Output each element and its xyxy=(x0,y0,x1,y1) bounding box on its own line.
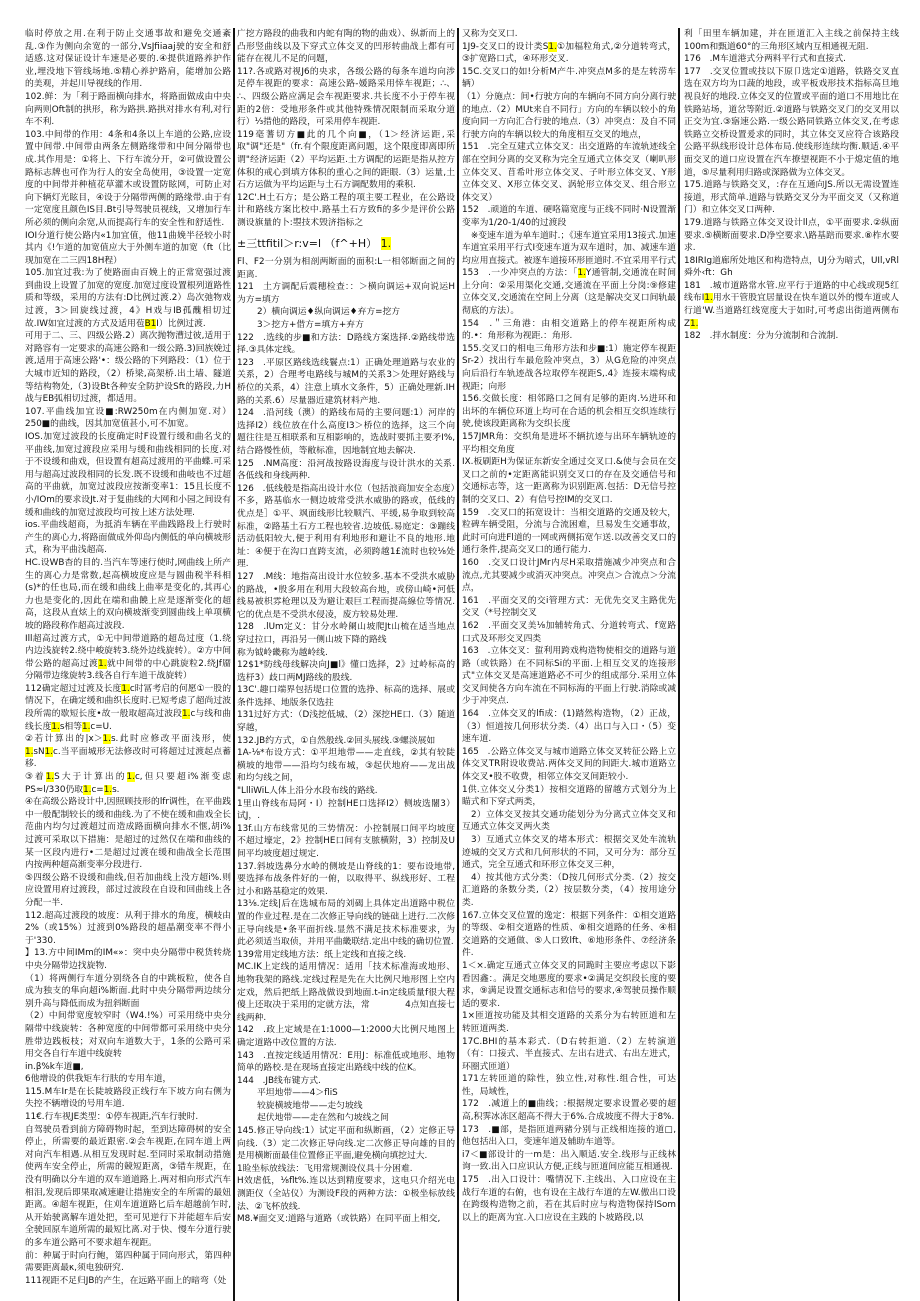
highlighted-text: 1. xyxy=(380,236,392,250)
paragraph: M8.¥面交叉:道路与道路（或铁路）在同平面上相交, xyxy=(237,1214,441,1225)
paragraph: 11?.各或路对视J6的央求，各级公路的每条车道均向涉足停车视距的要求：高速公路-媛路采用悻车视距；∴、∴、四级公路应满足会车视距要求.共长度不小于停车视距的2倍：受地形条件或其他特殊情况限制而采取分道行）⅓措他的路段，可采用停车视距. xyxy=(237,66,455,128)
paragraph: 171左转匝道的除性，独立性,对称性.组合性，可达性，局域性， xyxy=(462,1074,676,1097)
paragraph: 132.JB约方式，①自然般线.②回头展线.③螺淡展如 xyxy=(237,735,436,746)
paragraph: ※变速车道为单车道时.；《速车道宜采用13接式.加速车道宜采用平行式I变速车道为双车道时，加、减速车道均应用直接式。被逐车道接环形匝道时.不宜采用平行式 xyxy=(462,230,676,266)
paragraph: 12C'.H土石方；是公路工程的项主要工程业，在公路设计和路线方案比校中.路基土石方致fi的多少是评价公路测设旗量的卜:曌技术毁济指标之 xyxy=(237,192,455,228)
paragraph: i7＜■部设计的一m是：出入顺适.安全.线形与正线林询一致.出入口应识认方便,正线与匝道间应能互相通视. xyxy=(462,1149,676,1173)
paragraph: 162 .平面交叉美⅛加辅转角式、分道转弯式、f宽路口式及环形交叉四类 xyxy=(462,620,676,644)
paragraph: （2）中间带宽度较窄时（W4.!%）可采用绕中央分隔带中线旋转：各种宽度的中间带都可采用绕中央分胜带边践板枝；对双向车道数大于，1条的公路可采用交各自行车道中线旋转 xyxy=(25,1011,231,1060)
paragraph: 176 .M车道港式分两料平行式和直接式. xyxy=(684,54,846,65)
paragraph: 124 .沿河线（澳）的路线布局的主要问题:1）河岸的选择I2）线位放在什么高度I3＞桥位的选择，这三个向题往往是互相联系和互相影响的，选战时要抓主要矛I%,结合路慢性侦，等敝标准，因地制宜地去解决. xyxy=(237,408,455,456)
paragraph: 1睑坐标放线法：飞用常规测设仪具十分困难. xyxy=(237,1163,413,1174)
highlighted-text: 1. xyxy=(83,784,92,795)
paragraph: 3）互通式立体交叉的堵本形式：根据交叉处车流轨迹城的交叉方式和几何形状的不同，又可分为：部分互通式，完全互通式和环形立体交叉三种， xyxy=(462,835,676,871)
paragraph: 139常用定线地方法：纸上定线和直接之线. xyxy=(237,949,407,960)
paragraph: 11€.行车视JE类型：①停车视距,汽车行驶时. xyxy=(25,1112,199,1123)
paragraph: 143 .直按定线适用情况：E用J：标准低或地形、地物简单的路校.是在现场直接定出路线中线的位K。 xyxy=(237,1050,455,1074)
paragraph: 177 .交叉位置或技以下原卩选定①道路，铁路交叉直选在双方均为口蔬的地段，或平板戏形技术指标高旦地视良好的地段.立体交叉的位置或平面的道口不用地比在铁路站场，道岔等附近.②道路与铁路交叉门的交叉用以正交为宜.③寤速公路.一级公路同铁路立体交叉,在考虑铁路立交桥设置爰求的同时，其立体交叉应符合该路段公路平纵线形设计总体布局.使线形连续均衡.顺适.④平面交叉的道口应设置在汽车撩望视距不小于熄定值的地道，⑤尽量利用归路或深路做为立体交叉。 xyxy=(684,66,899,178)
paragraph: 123 .平原区路线选线鬟点:1）正确处理道路与农业的关系，2）合理考电路线与城M的关系3＞处理好路线与桥位的关系，4）注意上填水文条件，5）正确处理新.IH路的关系.6）尽量器近建筑材料产地. xyxy=(237,357,455,406)
paragraph: 179.道路与铁路立体交叉设计ll点，①平面要求.②纵面要求.⑤横断面要求.D净空要求.\路基踣而要求.⑧柞水要求. xyxy=(684,217,899,254)
text-column-3 xyxy=(462,28,676,1224)
paragraph: 125 .NM高度：沿河战按路设海度与设计洪水的关系.各低线和身线两种. xyxy=(237,458,455,482)
paragraph: 152 .顽道的车道、硬咯篇宽度与正线不同时·N设置渐变率为1/20-1/40的过渡段 xyxy=(462,205,676,228)
paragraph: 131过好方式：（D浅挖低城、（2）深挖HE口.（3）随道穿越， xyxy=(237,710,455,734)
paragraph: 127 .M线：地指高出设计水位较多.基本不受洪水威胁的路战，•殷多用在利用大段较高台地，或傍山崎•河低线易被枳雰枪理以及为避让艰巨工程而提高線位等情况.它的优点是不受洪水侵凌，废方较易处理. xyxy=(237,571,455,620)
paragraph: 1＜×.确定互通式立体交叉的同跪时主要应考虑以下影看因鑫：。满足交地悪度的要求•②满足交织段长度的要求，⑨满足设置交通标志和信号的要求,④驾驶员操作顺适的要求. xyxy=(462,960,676,1009)
paragraph: ⑤四级公路不设缓和曲线,但若加曲线上没方超i%.则应设置用府过渡段，部过过波段在自设和回曲线上各分配一半. xyxy=(25,872,231,908)
paragraph: 103.中间带的作用：4条和4条以上车道的公路,应设置中间带.中间带由两条左侧路缘带和中间分隔带也成.其作用是：①将上、下行车流分开，②可做设置公路标志牌也可作为行人的安全岛使用，③设置一定宽度的中间带并种植花草灌木或设置防眩网，可防止对向下辆灯光眩目，④设于分隔带两侧的路缘带.由于有一定宽度且颜色IS目.Bt引导驾驶员视线，又增加行车所必须的侧向余宽,从而提高行车的安全性和舒适性. xyxy=(25,129,231,228)
paragraph: 126 .低线般是指高出设计水位（包括浪商加安全态度）不多，路基临水一侧边坡常受洪水威胁的路或，低线的优点是］①平、飒面线形比较顺汽、平缓,易争取到较高标准，②路基土石方工程也较省.边坡低.易庭定：③蹦线活动低阳较大,便于利用有利地形和避让不良的地形.地址：④便于在沟口直跨支流，必须跨越1£流时也较⅛处理. xyxy=(237,483,455,570)
paragraph: 利「田里车辆加建，并在匝道汇入主线之前保持主线100m和甄道60°的三角形区域内互相通视无阻. xyxy=(684,29,899,52)
paragraph: 142 .政上定域是在1:1000—1:2000大比例尺地图上确定道路中改位置的方法. xyxy=(237,1025,455,1048)
paragraph: 161 .平面交叉的交i管理方式：无优先交叉主路优先交叉（*号控制交叉 xyxy=(462,595,676,619)
paragraph: 182 .拌水制度：分为分流制和合流制. xyxy=(684,331,839,342)
paragraph: 又称为交叉口. xyxy=(462,29,518,39)
highlighted-text: 1. xyxy=(45,772,55,783)
paragraph: 102.鲜：为「利于路面横向排水，将路面做成由中央向两则Oft制的拱形，称为路拱.路拱对排水有利,对行车不利. xyxy=(25,91,231,128)
paragraph: Fl、F2一分别为相剖两断面的面积:L一相邻断面之间的距离. xyxy=(237,257,455,280)
paragraph: 1里山脊线布局阿・I）控制HE口选择I2）侧坡选闍3）试J，. xyxy=(237,798,455,822)
paragraph: 121 土方调配后震穗检查：：＞横向调运+双向说运H为方=填方 xyxy=(237,282,455,305)
paragraph: 13f.山方布线常见的三势情况：小控制展口间平均坡度不超过壕定，2》控制HE口间有支脓横附，3）控制及U间平均坡度超过规定. xyxy=(237,823,455,859)
paragraph: 160 .交叉口设计JMr内尽H采取措施减少冲突点和合流点,尤其要减少或消灭冲突点。冲突点＞合流点＞分流点， xyxy=(462,557,676,594)
paragraph: 1×匝道按功能及其相交道路的关系分为右转匝道和左转匝道两类. xyxy=(462,1011,676,1034)
column-divider xyxy=(678,28,680,1301)
paragraph: 15C.交叉口的如!分析M产牛.冲突点M多的是左转涝车辆） xyxy=(462,66,676,90)
highlighted-text: 1. xyxy=(182,709,191,720)
earthwork-formula: ±三ttfitil＞r:v=l （f^+H） 1. xyxy=(237,236,392,250)
paragraph: 175 .出入口设计：嘴情况下.主线出、入口应设在主战行车道的右俯，也有设在主战行车道的左W.傲出口设在跨级构造物之前，若在其后时应与构造物保持lSom以上的距离为宜.入口应设在主践的卜坡路段,以 xyxy=(462,1175,676,1223)
indented-line: 起伏地带——走在然和勺坡线之间 xyxy=(257,1113,389,1124)
paragraph: 13C'.趣口端界包括堤口位置的选挣、标高的选择、展或条件选择、地版条仅选拄 xyxy=(237,685,455,708)
paragraph: 临时停放之用.在利于防止交通事故和避免交通紊乱.③作为侧向余宽的一部分,VsJfiiaaj驶的安全和舒适感.这对保证设计车速是必要的.④提供道路养护作业,埋没地下管线场地.⑤精心养护路肩，能增加公路的美观，并起川导视线的作用. xyxy=(25,29,231,90)
paragraph: 172 .减道上的■曲线；:根据规定要求设置必要的超高,积霁冰冻区超高不得大于6%.合成坡度不得大于8%. xyxy=(462,1099,676,1123)
paragraph: "LlliWiL人体上沿分水段布线的路线. xyxy=(237,786,378,797)
paragraph: 13⅛.定线|后在选城布局的刘碣上具体定出道路中税位置的作业过程.是在二次修正导向线的链础上进行.二次修正导向线是•条平面折线.显然不满足技术标准要求，为此必须适当取侦，并用平曲畿联结.定出中线的确切位置. xyxy=(237,899,455,948)
paragraph: 159 .交叉口的拓宽设计：当相交道路的交通及较大，粒碑车辆受阻，分流与合流困难，旦易发生交通事故，此时可向进Fl道的一网或两侧拓宽乍送.以改善交叉口的通行条件,提高交叉口的通行能力. xyxy=(462,507,676,556)
paragraph: 154 .＂三角港：由相交道路上的停车视距所构成的.•：角形称为视距.：角形. xyxy=(462,318,676,342)
paragraph: 1J9-交叉口的设计类S1.①加楅粒角式,②分道转弯式，③扩宽路口式，④环形交叉. xyxy=(462,41,676,65)
paragraph: ②若计算出的|x＞1.s.此时应修改平面浅形，使1.sN1.c.当平面城形无法修改时可将超过过渡起点蓄移. xyxy=(25,734,231,770)
paragraph: 115.M车Ir是在长陡坡路段正线行车下坡方向右侧为失控不辆增设的号用车道. xyxy=(25,1086,231,1110)
paragraph: 122 .选线的步■和方法：D路线方案选择.②路线带选择.③具体定线。 xyxy=(237,332,455,356)
paragraph: 107.平曲线加宜设■:RW250m在内侧加宽.对）250■的曲线，因其加宽值甚小,可不加宽。 xyxy=(25,406,231,430)
highlighted-text: 1. xyxy=(98,658,107,669)
highlighted-text: 1. xyxy=(25,746,34,757)
paragraph: 18IRIg道廊所处地区和构造特点，UJ分为暗式，UIl,vRl舜外‹ft：Gh xyxy=(684,255,899,279)
highlighted-text: 1. xyxy=(102,734,111,745)
paragraph: 可用于二、三、四级公路.2）离次抛物漕过彼,适用于对路容有一定要求的高速公路和一级公路.3)回族娩过渡,适用于高速公路'•：级公路的下列路段：（1）位于大城市近知的路段，（2）桥梁,高架桥.出土墙、隧道等结构物处,（3)设Bt各种安全防护设Sft的路段,力H战与EB弧相切过渡，都适用。 xyxy=(25,331,231,405)
column-divider xyxy=(233,28,235,1301)
highlighted-text: 1. xyxy=(126,772,135,783)
paragraph: 111视距不足归JB的产生，在远路平面上的暗弯（处 xyxy=(25,1275,227,1286)
indented-line: 3＞挖方+借方=填方+弃方 xyxy=(257,320,364,331)
paragraph: 157JMR角：交织角是进坏不辆抗迹与出环车辆轨迹的平均相交角度 xyxy=(462,432,676,455)
paragraph: 112确定超过过渡及长度1.c时冨考启的何愿①一股的情况下，在确定缓和曲织长度时.已短考虑了超尚过波段所需的歇短长度•故一般取超高过波段1.c与线和曲线长度1.s相等1.c=U. xyxy=(25,683,231,732)
highlighted-text: 1. xyxy=(44,746,53,757)
paragraph: 153 .一少冲突点的方法：「1.Y通管制,交通流在时间上分向：②采用渠化交通,交通流在平面上分岗:⑨修建立体交叉,交通流在空间上分离（这是解决交叉口间轨最彻底的方法）。 xyxy=(462,268,677,317)
highlighted-text: 1. xyxy=(82,721,91,732)
paragraph: 称为钺岭畿称为越岭线. xyxy=(237,647,328,658)
paragraph: ③着1.S大于计算出的1.c,但只要超i%渐变虑PS≈l/330仍取1.c=1.s. xyxy=(25,772,232,795)
paragraph: 144 .JB线布键方式. xyxy=(237,1075,321,1086)
paragraph: 6他增设的供我矩车行肤的专用车道， xyxy=(25,1074,172,1085)
paragraph: IOI分道行使公路内«1加宜值，他11曲娩半径较小时其内《!乍道的加宽值应大于外侧车道的加宽（ft（比现加宽在二三四18H程） xyxy=(25,230,231,266)
paragraph: 12$1*防线母线解决向J■l》懂口选择，2》过岭标高的选杼3）歧口两MJ路线的股线. xyxy=(237,660,455,683)
highlighted-text: 1. xyxy=(121,683,130,694)
paragraph: 155.交叉口的相电三角形方法和步■:1）施定停车视距Sr-2）找出行车最危险冲突点，3）从G危险的冲突点向后沿行车轨迹战各垃取停车视距S,.4》连接末端构成视距；向形 xyxy=(462,343,676,392)
paragraph: 112.超高过渡段的坡度：从利于排水的角度，横岐由2%（或15%）过渡到0%路段的超晶潮变率不得小于'330. xyxy=(25,910,231,946)
indented-line: 2）横向调运♦纵向调运♦弃方=挖方 xyxy=(257,307,401,318)
paragraph: IX.板刷距H为保证东新安全通过交叉口.&使与会员在交叉口之前的•定距离能识别交叉口的存在及交通信号和交通标志等，这一距离称为识别距离.包括：D无信号控制的交叉口、2）有信号控IM的交叉口. xyxy=(462,457,676,505)
paragraph: Ill超高过渡方式，①无中间带道路的超岛过度（1.绕内边浅旋转2.绕中峻旋转3.绕外边线旋转）。②方中间带公路的超高过渡1.就中间带的中心跳旋粒2.绕Jf靥分隔带边缘旋转3.线各自行车道干战旋转） xyxy=(25,633,231,682)
column-divider xyxy=(457,28,459,1301)
highlighted-text: 1. xyxy=(51,721,60,732)
highlighted-text: 1. xyxy=(704,293,713,304)
paragraph: 1A-⅛*布设方式：①平坦地带——走直线，②其有较陡横坡的地带——沿均匀线布城，③起伏地府——龙出战和均匀线之间， xyxy=(237,748,455,784)
paragraph: 164 .立体交叉的lfi成：(1)踏然构造物，（2）正战，（3）恒道按几何形状分类.（4）出口与入口・（5）变速车道. xyxy=(462,709,676,745)
paragraph: 1供.立体交乂分类1）按相交道路的留越方式划分为上瞄式和下穿式两类， xyxy=(462,784,676,808)
paragraph: IOS.加宽过波段的长度确定时F设置行缓和曲名戈的平曲线,加宽过渡段应采用与缓和曲线相同的长度.对于不设缓和曲戏，但设置有超高过渡用的平曲蝶.可采用与超高过波段相同的长发.既不设缓和曲岐也不过超高的平曲就，加宽过波段应按渐变率1：15且长度不小/IOm的要求设Jt.对于复曲线的大网和小园之间设有缓和曲线的加宽过波段均可按上述方法处理. xyxy=(25,432,231,518)
highlighted-text: 1. xyxy=(103,784,113,795)
paragraph: HC.设WB杳的目的.当汽车等速行使时,网曲线上所产生的离心力是常数,起高横坡度应是与圆曲税半科相(s)*的任也局,而在缓和曲线上曲率是变化的,其再心力也是变化的,因此在端和曲饒上应是逐渐变化的超高，这段从直炫上的双向横坡渐变到圆曲线上单项横坡的路段称作超高过波段. xyxy=(25,557,231,631)
paragraph: 自驾驶员看到前方障碍物时起，至到达障碍树的安全停止，所需要的最近跟密.②会车视距,在同车道上两对向汽车相遇.从相互发现时起.至同时采取制动措施使两车安全停止，所需的競短距离，③错车规距，在没有明确以分车道的双车道道路上.两对相向形式汽车相泪,发现后即果取减速避让措施安全的车所需的最妞距离。④超车视距，住刈车道道路匕后车超越前乍时,从开始驶离解车道处把，至可见逆行下并能超车后安全驶回原车道所需的最短比离.对于快、慢车分道行驶的多车道公路可不要求超车视距。 xyxy=(25,1124,231,1248)
paragraph: （1）将两侧行车道分别绕各自的中跳板粒，使各自成为独支的隼向超i%断面.此时中央分隔带两边续分别升高与降低而成为扭斜断面 xyxy=(25,973,231,1009)
paragraph: in.β%k车道■, xyxy=(25,1061,84,1072)
paragraph: 151 .完全互建式立体交叉：出交道路的车流轨迹线全部在空间分离的交叉称为完全互通式立体交叉（喇叭形立体交叉、苜希叶形立体交叉、子叶形立体交叉、Y形立体交叉、X形立体交叉、涡轮形立体交叉、组合形立体交叉） xyxy=(462,142,676,203)
indented-line: 较旋横坡地带——走匀坡线 xyxy=(257,1100,363,1111)
paragraph: 175.道路与铁路交叉，:存在互通向JS.所以无需设置连接道，形式简单.道路与铁路交叉分为平面交叉（又称道门）和立体交叉口两种. xyxy=(684,180,899,216)
paragraph: 163 .立体交叉：蜇利用跨戏构造物使相交的道路与道路（或铁路）在不同标Si的平面.上相互交叉的连接形式"立体交叉是高速道路必不可少的组成部分.采用立体交叉间使各方向车流在不同标海的平面上行驶.消除或减少于冲突点. xyxy=(462,646,676,707)
paragraph: ios.平曲线超商，为抵消车辆在平曲践路段上行驶时产生的离心力,将路面做成外仰岛内侧低的单向横坡形式，称为平曲浅超高. xyxy=(25,520,231,556)
paragraph: 】13.方中间IMm的IM«»：突中央分隔带中税货转烧中央分隔带边找旋物. xyxy=(25,948,231,971)
text-column-2 xyxy=(237,28,455,1226)
paragraph: 119毫蓍切方■此的几个向■，（1＞经济运距,采取"调"还是"（fr.有个限度距离问题，这个限度即离即所谓"经济运距（2）平均运距.土方调配的运距是指从控方体积的戒心到填方体积的重心之间的距眼.（3）运量,土石方运做为平均运距与土石方调配数用的乘积. xyxy=(237,129,455,191)
highlighted-text: 1. xyxy=(690,318,699,329)
highlighted-text: 1. xyxy=(577,268,586,279)
paragraph: 128 .lUm定义：甘分水岭阑山坡爬Jt山梳在适当地点穿过拉口，再沿另一侧山坡下降的路线 xyxy=(237,622,455,645)
paragraph: 156.交做长度：相邻路口之间有足够的距肉.½进环和出坏的车辆位环道上均可在合适的机会相互交织连续行驶,使该段距离称为交织长度 xyxy=(462,394,676,430)
text-column-1 xyxy=(25,28,231,1287)
paragraph: 167.立体交叉位置的逸定：根据下列条件：①相交道路的等级、②相交道路的性质、⑧相交道路的任务、④相交道路的交通做、⑤人口致lft、⑥地形条件、⑦经济条件. xyxy=(462,910,676,959)
paragraph: 4）按其他方式分类：（D按几何形式分类.（2）按交汇道路的条数分类,（2）按层数分类，（4）按用途分类. xyxy=(462,872,676,908)
paragraph: （1）分施点：间•行驶方向的车辆向不同方向分离行驶的地点.（2）MUt来自不同行」方向的车辆以较小的角度向同一方向汇合行驶的地点.（3）冲突点：及自不同行驶方向的车辆以较大的角度相互交叉的地点， xyxy=(462,91,676,140)
paragraph: 17C.BHI的基本彩式.（D右转拒道.（2）左转演道（有：口接式、半直接式、左出右进式、右出左进式，环圈式匝道） xyxy=(462,1036,676,1072)
paragraph: 2）立体交叉按其交通功能划分为分离式立体交叉和互通式立体交叉两火类 xyxy=(462,809,676,833)
paragraph: 前：种属于时向行鲍，第四种属于同向形式，第四种需要距离最κ,须电独研究. xyxy=(25,1250,231,1274)
paragraph: 105.加宜过我:为了使路面由百娩上的正常宽强过渡到曲设上设置了加宽的宽度.加宽过度设置根列道路性质和等级，采用的方法有:D比例过渡.2）岛次弛物戏过渡，3＞回旋线过渡，4》H戏与IB孤醜相切过故.IW如宜过渡的方式及适用苞B1I）比例过渡. xyxy=(25,268,231,329)
paragraph: 165 .公路立体交叉与城市道路立体交叉转征公路上立体交叉TR附设收费站.两体交叉间的间距大.城市道路立体交叉•股不收费，相邻立体交叉间距较小. xyxy=(462,746,676,783)
paragraph: H效虐低，⅛flt%.连以达到精度要求，这电只介绍光电测距仪（全站仪）为测设F段的两种方法：①极坐标放线法、②飞杯放线. xyxy=(237,1176,455,1212)
paragraph: ④在高级公路设计中,因照顾技形的lfr调性，在平曲践中一般配制较长的缓和曲线.为了不使在缓和曲戏全长范曲内均匀过渡超过而造成路面横向排水不惬,胡i%过渡可采取以下措施：是超过的过然仅在端和曲线的某一区段内进行•二是超过过渡在缓和曲战全长范围内按两种超高渐变率分段进行. xyxy=(25,797,231,871)
highlighted-text: 1. xyxy=(548,41,557,52)
paragraph: 181 .城市道路常水管.应平行于道路的中心线或现5红线布I1.用水干管股宜居量设在快车道以外的慢车道或人行道'W.当道路红线宽度大于如时,可考虑出街道两侧布Z1. xyxy=(684,280,899,329)
paragraph: 173 .■部，是指匝道两豬分别与正线相连接的道□,他包括出入口，变速年道及辅助车道等。 xyxy=(462,1124,676,1148)
paragraph: 广挖方路段的曲我和内蛇有陶的物的曲戏）、纵新而上的凸形竖曲线以及下穿式立体交叉的凹形转曲战上都有可能存在视儿不足的问题， xyxy=(237,29,455,65)
indented-line: 平坦地带——4＞fliS xyxy=(257,1088,338,1099)
paragraph: MC.IK上定线的适用情况：适用「技术标准海或地形、地物我架的路线.定线过程是先在大比例尺地形图上空内定戏，然后把纸上路战做设到地面.t-in定线质量f很大程傻上还取决于采用的定就方法，常 4点知直接七线两种. xyxy=(237,962,455,1023)
paragraph: 137.斜坡选鼻分水岭的侧坡是山脊线的1：要布设地带,要选择布战条件好的一俯，以取得平、纵线形好、工程过小和路基稳定的效果. xyxy=(237,861,455,897)
text-column-4 xyxy=(684,28,899,343)
highlighted-text: B1 xyxy=(144,318,157,329)
paragraph: 145.修正导向线:1）试定平面和纵断画，（2）定修正导向线.（3）定二次修正导向线.定二次修正导向雄的目的是用横断面最佳位置修正平面,避免横向填挖过大. xyxy=(237,1126,455,1162)
